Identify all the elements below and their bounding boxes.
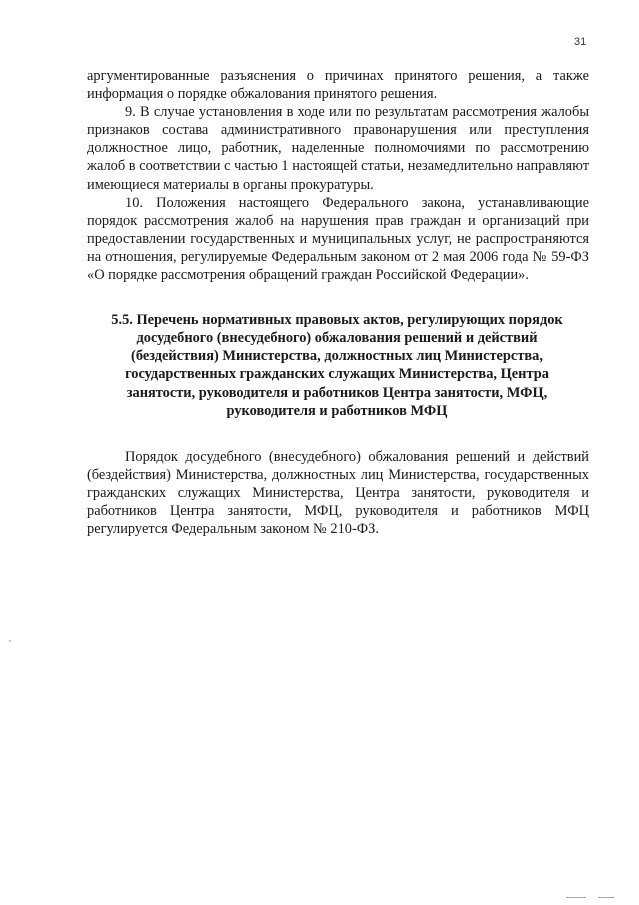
paragraph-continuation: аргументированные разъяснения о причинах принятого решения, а также информация о порядке обжалования принятого решения. <box>87 68 589 103</box>
page-number: 31 <box>574 36 587 48</box>
section-paragraph: Порядок досудебного (внесудебного) обжалования решений и действий (бездействия) Министерства, должностных лиц Министерства, государственных гражданских служащих Министерства, Центра занятости, руководителя и работников Центра занятости, МФЦ, руководителя и работников МФЦ регулируется Федеральным законом № 210-ФЗ. <box>87 448 589 538</box>
scan-mark-left <box>566 897 586 898</box>
paragraph-item-10: 10. Положения настоящего Федерального закона, устанавливающие порядок рассмотрения жалоб на нарушения прав граждан и организаций при предоставлении государственных и муниципальных услуг, не распространяются на отношения, регулируемые Федеральным законом от 2 мая 2006 года № 59-ФЗ «О порядке рассмотрения обращений граждан Российской Федерации». <box>87 194 589 284</box>
section-heading: 5.5. Перечень нормативных правовых актов, регулирующих порядок досудебного (внесудебного) обжалования решений и действий (бездействия) Министерства, должностных лиц Министерства, государственных гражданских служащих Министерства, Центра занятости, руководителя и работников Центра занятости, МФЦ, руководителя и работников МФЦ <box>111 312 563 419</box>
paragraph-item-9: 9. В случае установления в ходе или по результатам рассмотрения жалобы признаков состава административного правонарушения или преступления должностное лицо, работник, наделенные полномочиями по рассмотрению жалоб в соответствии с частью 1 настоящей статьи, незамедлительно направляют имеющиеся материалы в органы прокуратуры. <box>87 104 589 193</box>
document-body <box>87 67 589 538</box>
scan-speck <box>9 640 11 642</box>
scan-mark-right <box>598 897 614 898</box>
